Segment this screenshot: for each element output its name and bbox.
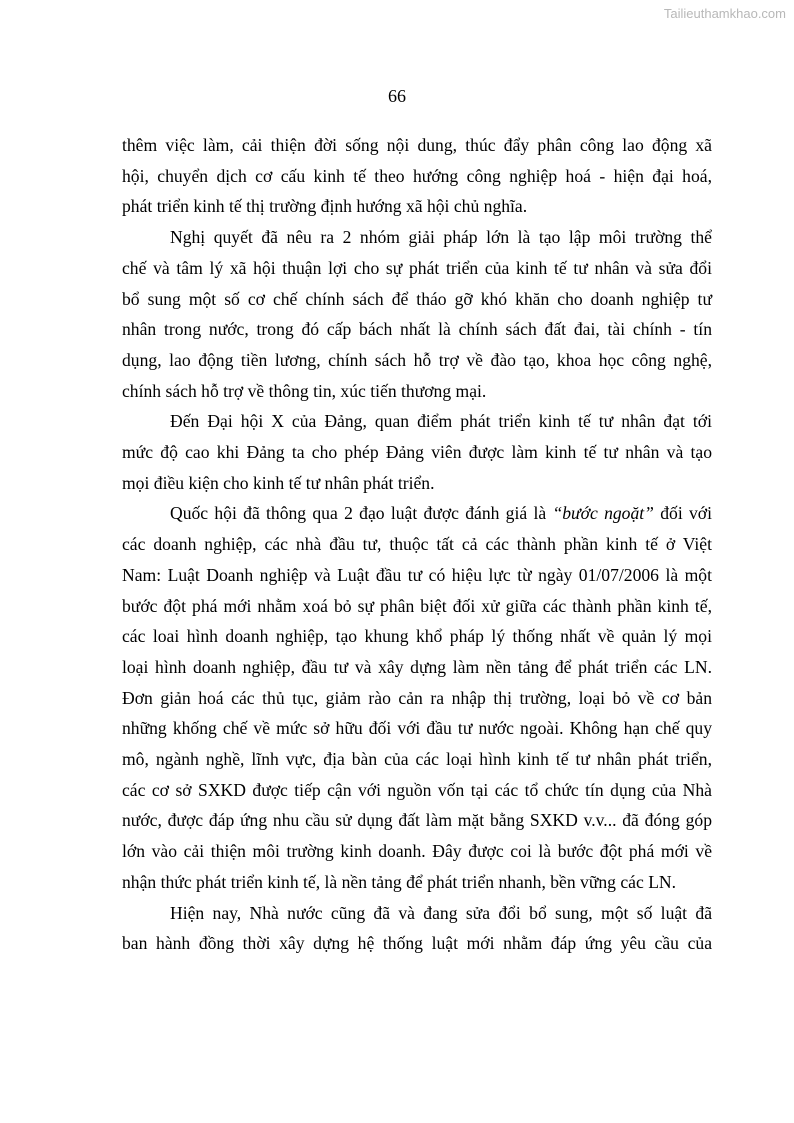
text-line: mô, ngành nghề, lĩnh vực, địa bàn của các loại hình kinh tế tư nhân phát triển,: [122, 749, 712, 770]
text-line: thêm việc làm, cải thiện đời sống nội dung, thúc đẩy phân công lao động xã: [122, 135, 712, 155]
text-line: ban hành đồng thời xây dựng hệ thống luật mới nhằm đáp ứng yêu cầu của: [122, 933, 712, 954]
paragraph-1: [122, 130, 712, 222]
watermark-text: Tailieuthamkhao.com: [663, 6, 786, 21]
text-line: Đến Đại hội X của Đảng, quan điểm phát triển kinh tế tư nhân đạt tới: [170, 411, 712, 432]
paragraph-3: [122, 406, 712, 498]
text-line: Đơn giản hoá các thủ tục, giảm rào cản ra nhập thị trường, loại bỏ về cơ bản: [122, 687, 712, 708]
text-line: các loai hình doanh nghiệp, tạo khung khổ pháp lý thống nhất về quản lý mọi: [122, 626, 712, 647]
paragraph-4: [122, 498, 712, 897]
text-line: Hiện nay, Nhà nước cũng đã và đang sửa đổi bổ sung, một số luật đã: [170, 902, 712, 923]
text-line: chính sách hỗ trợ về thông tin, xúc tiến thương mại.: [122, 380, 487, 401]
text-line: chế và tâm lý xã hội thuận lợi cho sự phát triển của kinh tế tư nhân và sửa đổi: [122, 257, 712, 278]
text-line: mức độ cao khi Đảng ta cho phép Đảng viên được làm kinh tế tư nhân và tạo: [122, 442, 712, 463]
text-line: mọi điều kiện cho kinh tế tư nhân phát triển.: [122, 472, 435, 493]
text-span: đối với: [653, 503, 712, 524]
text-line: dụng, lao động tiền lương, chính sách hỗ trợ về đào tạo, khoa học công nghệ,: [122, 349, 712, 370]
text-line: Nam: Luật Doanh nghiệp và Luật đầu tư có hiệu lực từ ngày 01/07/2006 là một: [122, 564, 712, 585]
text-span: Quốc hội đã thông qua 2 đạo luật được đánh giá là: [170, 503, 553, 524]
text-line: loại hình doanh nghiệp, đầu tư và xây dựng làm nền tảng để phát triển các LN.: [122, 656, 712, 677]
text-line: các cơ sở SXKD được tiếp cận với nguồn vốn tại các tổ chức tín dụng của Nhà: [122, 779, 712, 800]
document-body: [122, 130, 712, 959]
page-number: 66: [388, 86, 406, 106]
text-line: các doanh nghiệp, các nhà đầu tư, thuộc tất cả các thành phần kinh tế ở Việt: [122, 534, 712, 555]
text-line: nhân trong nước, trong đó cấp bách nhất là chính sách đất đai, tài chính - tín: [122, 319, 712, 340]
text-line: bổ sung một số cơ chế chính sách để tháo gỡ khó khăn cho doanh nghiệp tư: [122, 288, 712, 309]
paragraph-2: [122, 222, 712, 406]
text-line-with-italic: [122, 498, 712, 529]
italic-phrase: “bước ngoặt”: [552, 503, 654, 524]
text-line: hội, chuyển dịch cơ cấu kinh tế theo hướng công nghiệp hoá - hiện đại hoá,: [122, 165, 712, 186]
text-line: nước, được đáp ứng nhu cầu sử dụng đất làm mặt bằng SXKD v.v... đã đóng góp: [122, 810, 712, 831]
text-line: những khống chế về mức sở hữu đối với đầu tư nước ngoài. Không hạn chế quy: [122, 718, 712, 739]
paragraph-5: [122, 898, 712, 959]
text-line: lớn vào cải thiện môi trường kinh doanh. Đây được coi là bước đột phá mới về: [122, 841, 712, 862]
text-line: Nghị quyết đã nêu ra 2 nhóm giải pháp lớn là tạo lập môi trường thể: [170, 227, 712, 248]
text-line: nhận thức phát triển kinh tế, là nền tảng để phát triển nhanh, bền vững các LN.: [122, 871, 677, 892]
text-line: phát triển kinh tế thị trường định hướng xã hội chủ nghĩa.: [122, 196, 528, 217]
text-line: bước đột phá mới nhằm xoá bỏ sự phân biệt đối xử giữa các thành phần kinh tế,: [122, 595, 712, 616]
